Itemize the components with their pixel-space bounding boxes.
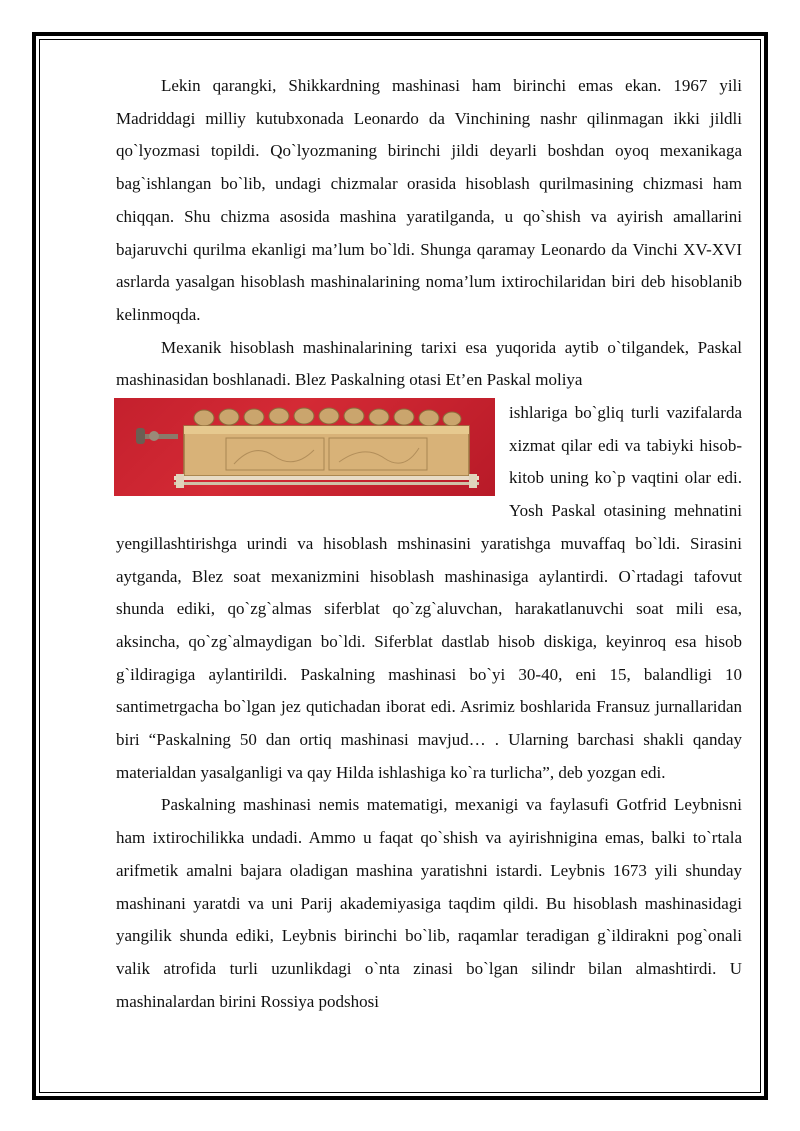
paragraph-1: Lekin qarangki, Shikkardning mashinasi ham birinchi emas ekan. 1967 yili Madriddagi milliy kutubxonada Leonardo da Vinchining nashr qilinmagan ikki jildli qo`lyozmasi topildi. Qo`lyozmaning birinchi jildi deyarli boshdan oyoq mexanikaga bag`ishlangan bo`lib, undagi chizmalar orasida hisoblash qurilmasining chizmasi ham chiqqan. Shu chizma asosida mashina yaratilganda, u qo`shish va ayirish amallarini bajaruvchi qurilma ekanligi ma’lum bo`ldi. Shunga qaramay Leonardo da Vinchi XV-XVI asrlarda yasalgan hisoblash mashinalarining noma’lum ixtirochilaridan biri deb hisoblanib kelinmoqda. <box>116 76 742 324</box>
paragraph-2-continued: ishlariga bo`gliq turli vazifalarda xizmat qilar edi va tabiyki hisob-kitob uning ko`p vaqtini olar edi. Yosh Paskal otasining mehnatini yengillashtirishga urindi va hisoblash mshinasini yaratishga muvaffaq bo`ldi. Sirasini aytganda, Blez soat mexanizmini hisoblash mashinasiga aylantirdi. O`rtadagi tafovut shunda ediki, qo`zg`almas siferblat qo`zg`aluvchan, harakatlanuvchi soat mili esa, aksincha, qo`zg`almaydigan bo`ldi. Siferblat dastlab hisob diskiga, keyinroq esa hisob g`ildiragiga aylantirildi. Paskalning mashinasi bo`yi 30-40, eni 15, balandligi 10 santimetrgacha bo`lgan jez qutichadan iborat edi. Asrimiz boshlarida Fransuz jurnallaridan biri “Paskalning 50 dan ortiq mashinasi mavjud… . Ularning barchasi shakli qanday materialdan yasalganligi va qay Hilda ishlashiga ko`ra turlicha”, deb yozgan edi. <box>116 403 742 782</box>
pascal-machine-illustration <box>114 398 495 496</box>
document-body <box>116 70 742 1018</box>
paragraph-2: Mexanik hisoblash mashinalarining tarixi esa yuqorida aytib o`tilgandek, Paskal mashinasidan boshlanadi. Blez Paskalning otasi Et’en Paskal moliya <box>116 337 742 390</box>
pascal-machine-photo <box>114 398 495 496</box>
paragraph-3: Paskalning mashinasi nemis matematigi, mexanigi va faylasufi Gotfrid Leybnisni ham ixtirochilikka undadi. Ammo u faqat qo`shish va ayirishnigina emas, balki to`rtala arifmetik amalni bajara oladigan mashina yaratishni istardi. Leybnis 1673 yili shunday mashinani yaratdi va uni Parij akademiyasiga taqdim qildi. Bu hisoblash mashinasidagi yangilik shunda ediki, Leybnis birinchi bo`lib, raqamlar teradigan g`ildirakni pog`onali valik atrofida turli uzunlikdagi o`nta zinasi bo`lgan silindr bilan almashtirdi. U mashinalardan birini Rossiya podshosi <box>116 795 742 1011</box>
